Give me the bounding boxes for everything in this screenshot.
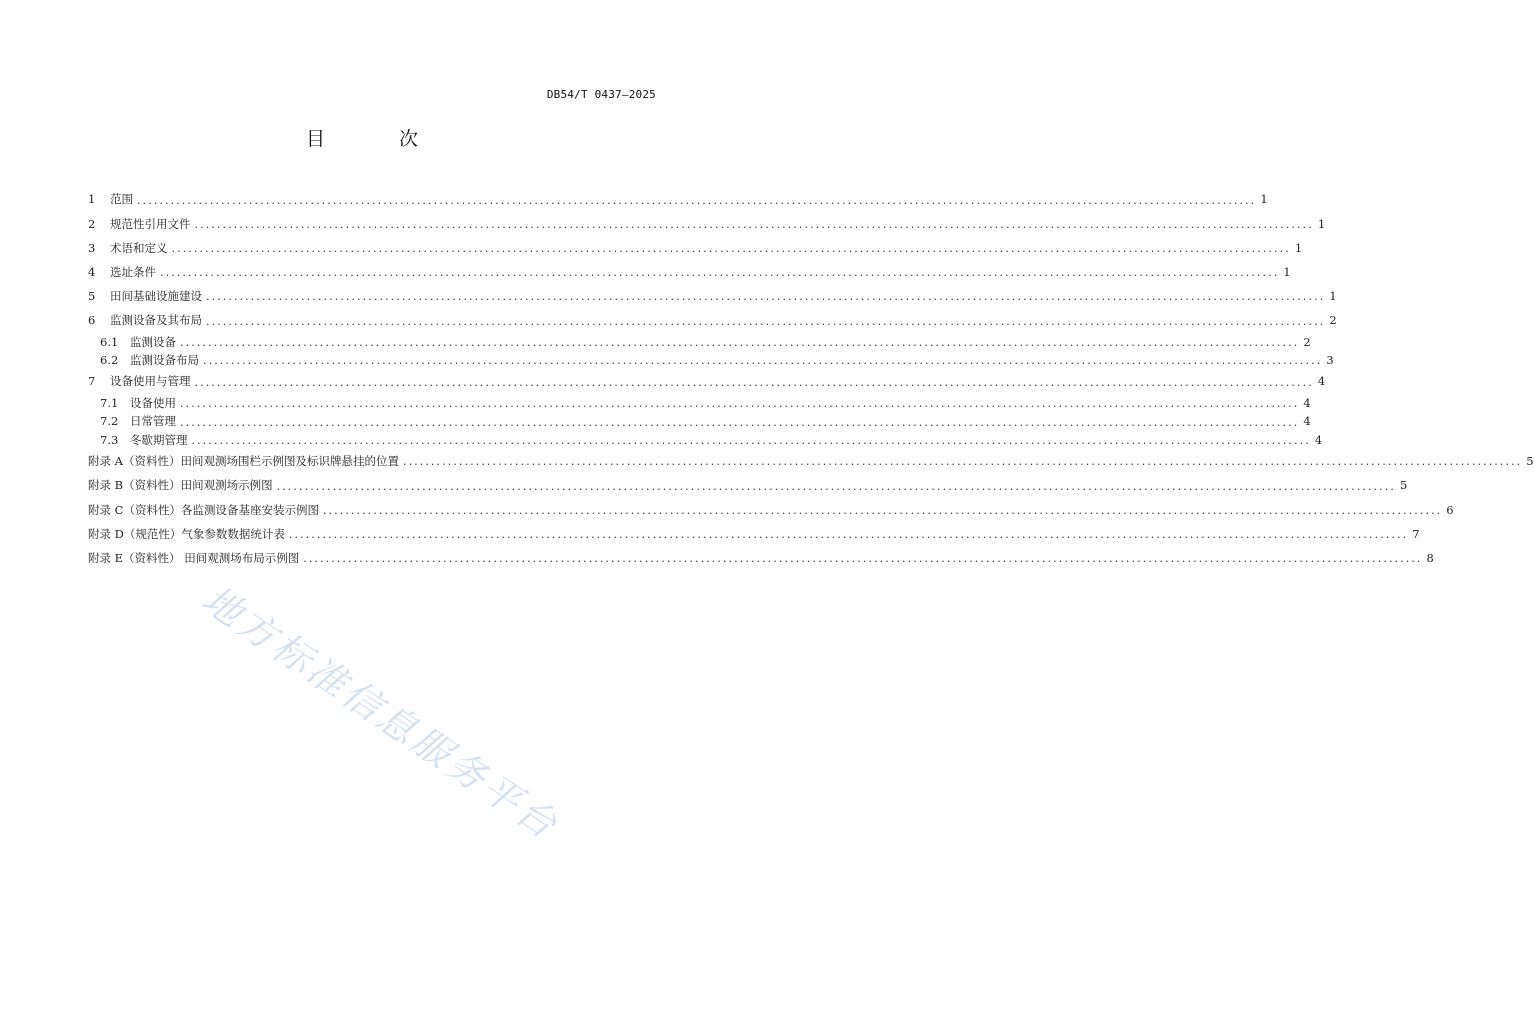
toc-entry-page-number: 4 — [1317, 374, 1326, 389]
toc-entry-label: 田间基础设施建设 — [110, 289, 202, 304]
page-title: 目 次 — [305, 128, 453, 150]
table-of-contents — [88, 188, 1534, 571]
toc-entry-page-number: 4 — [1303, 414, 1311, 429]
toc-entry[interactable] — [88, 547, 1434, 571]
toc-entry-number: 6.1 — [100, 334, 119, 349]
toc-entry-page-number: 8 — [1426, 550, 1434, 565]
toc-dot-leader: ........................................................................................................................................................................................................ — [180, 335, 1300, 349]
toc-entry[interactable] — [88, 370, 1326, 394]
toc-entry-page-number: 4 — [1314, 432, 1323, 447]
toc-dot-leader: ........................................................................................................................................................................................................ — [191, 434, 1311, 448]
toc-entry[interactable] — [88, 261, 1291, 285]
toc-entry[interactable] — [88, 450, 1534, 474]
toc-entry-label: 规范性引用文件 — [110, 216, 191, 231]
toc-entry-number: 1 — [88, 192, 96, 207]
toc-entry-number: 7.1 — [100, 395, 119, 410]
toc-entry-label: 附录 D（规范性）气象参数数据统计表 — [88, 526, 285, 541]
toc-entry[interactable] — [88, 474, 1408, 498]
toc-entry-page-number: 1 — [1294, 240, 1303, 255]
toc-entry[interactable] — [88, 188, 1268, 212]
toc-dot-leader: ........................................................................................................................................................................................................ — [288, 527, 1409, 541]
toc-dot-leader: ........................................................................................................................................................................................................ — [180, 415, 1300, 429]
toc-entry[interactable] — [88, 498, 1454, 522]
toc-entry-number: 4 — [88, 264, 96, 279]
toc-entry-label: 选址条件 — [110, 264, 156, 279]
toc-entry-number: 6.2 — [100, 353, 119, 368]
toc-entry-number: 5 — [88, 289, 96, 304]
toc-entry[interactable] — [88, 394, 1311, 413]
toc-entry[interactable] — [88, 522, 1420, 546]
toc-entry-page-number: 5 — [1526, 454, 1534, 469]
toc-entry-label: 日常管理 — [130, 414, 176, 429]
toc-dot-leader: ........................................................................................................................................................................................................ — [303, 552, 1423, 566]
toc-entry-page-number: 3 — [1326, 353, 1334, 368]
toc-dot-leader: ........................................................................................................................................................................................................ — [171, 241, 1291, 255]
toc-entry-number: 3 — [88, 240, 96, 255]
toc-entry-page-number: 1 — [1283, 264, 1291, 279]
toc-entry-page-number: 2 — [1303, 334, 1311, 349]
toc-entry-label: 附录 B（资料性）田间观测场示例图 — [88, 478, 273, 493]
toc-entry-label: 监测设备 — [130, 334, 176, 349]
toc-entry-label: 术语和定义 — [110, 240, 168, 255]
toc-dot-leader: ........................................................................................................................................................................................................ — [203, 354, 1323, 368]
toc-entry-label: 设备使用与管理 — [110, 374, 191, 389]
toc-entry-page-number: 4 — [1303, 395, 1311, 410]
toc-entry-number: 2 — [88, 216, 96, 231]
toc-entry[interactable] — [88, 285, 1337, 309]
toc-dot-leader: ........................................................................................................................................................................................................ — [194, 375, 1314, 389]
toc-entry-page-number: 7 — [1412, 526, 1420, 541]
toc-entry-number: 7 — [88, 374, 96, 389]
toc-entry-page-number: 2 — [1329, 313, 1337, 328]
toc-entry-number: 7.2 — [100, 414, 119, 429]
watermark: 地方标准信息服务平台 — [194, 577, 568, 849]
toc-entry-number: 7.3 — [100, 432, 119, 447]
toc-entry-label: 设备使用 — [130, 395, 176, 410]
toc-entry[interactable] — [88, 413, 1311, 432]
document-code: DB54/T 0437—2025 — [546, 88, 656, 101]
toc-entry[interactable] — [88, 333, 1311, 352]
toc-dot-leader: ........................................................................................................................................................................................................ — [276, 479, 1396, 493]
toc-dot-leader: ........................................................................................................................................................................................................ — [402, 455, 1523, 469]
toc-entry[interactable] — [88, 309, 1337, 333]
toc-dot-leader: ........................................................................................................................................................................................................ — [206, 314, 1326, 328]
toc-entry-label: 附录 A（资料性）田间观测场围栏示例图及标识牌悬挂的位置 — [88, 454, 399, 469]
toc-dot-leader: ........................................................................................................................................................................................................ — [206, 290, 1326, 304]
toc-dot-leader: ........................................................................................................................................................................................................ — [194, 217, 1314, 231]
toc-entry[interactable] — [88, 212, 1326, 236]
toc-entry[interactable] — [88, 352, 1334, 371]
toc-entry-label: 附录 E（资料性） 田间观测场布局示例图 — [88, 550, 300, 565]
toc-entry[interactable] — [88, 431, 1323, 450]
toc-entry-page-number: 5 — [1399, 478, 1408, 493]
toc-dot-leader: ........................................................................................................................................................................................................ — [160, 266, 1280, 280]
toc-dot-leader: ........................................................................................................................................................................................................ — [322, 503, 1443, 517]
toc-entry-number: 6 — [88, 313, 96, 328]
toc-entry-label: 范围 — [110, 192, 133, 207]
toc-entry-label: 冬歇期管理 — [130, 432, 188, 447]
toc-entry[interactable] — [88, 236, 1303, 260]
toc-entry-label: 监测设备布局 — [130, 353, 199, 368]
toc-entry-page-number: 1 — [1317, 216, 1326, 231]
toc-entry-page-number: 1 — [1260, 192, 1268, 207]
toc-dot-leader: ........................................................................................................................................................................................................ — [180, 397, 1300, 411]
toc-entry-label: 监测设备及其布局 — [110, 313, 202, 328]
toc-entry-page-number: 6 — [1446, 502, 1454, 517]
toc-entry-page-number: 1 — [1329, 289, 1337, 304]
toc-entry-label: 附录 C（资料性）各监测设备基座安装示例图 — [88, 502, 319, 517]
toc-dot-leader: ........................................................................................................................................................................................................ — [137, 193, 1257, 207]
